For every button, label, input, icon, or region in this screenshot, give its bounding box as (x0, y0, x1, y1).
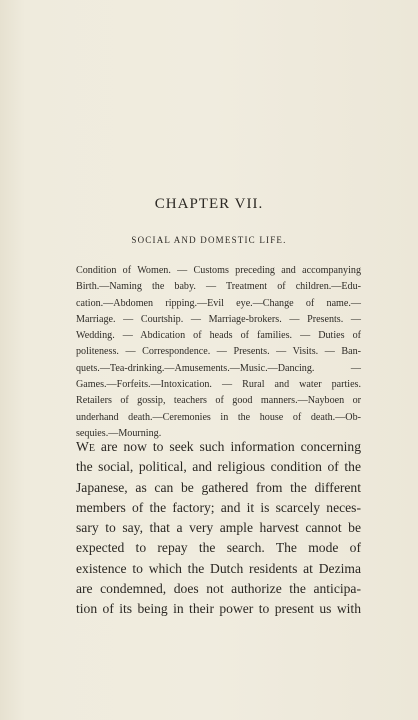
summary-line: Condition of Women. — Customs preceding and accompanying (76, 265, 361, 276)
chapter-summary (76, 263, 361, 442)
body-line: existence to which the Dutch residents at Dezima (76, 560, 361, 576)
summary-line: Games.—Forfeits.—Intoxication. — Rural and water parties. (76, 379, 361, 391)
body-first-word: We (76, 439, 95, 454)
body-line: tion of its being in their power to present us with (76, 601, 361, 617)
body-line: the social, political, and religious condition of the (76, 459, 361, 475)
summary-line: politeness. — Correspondence. — Presents. — Visits. — Ban- (76, 346, 361, 358)
body-line: are condemned, does not authorize the anticipa- (76, 581, 361, 597)
body-line-first (76, 437, 361, 457)
summary-line: Wedding. — Abdication of heads of families. — Duties of (76, 330, 361, 342)
summary-line: underhand death.—Ceremonies in the house of death.—Ob- (76, 411, 361, 423)
body-line: expected to repay the search. The mode of (76, 540, 361, 556)
body-first-line-rest: are now to seek such information concerning (94, 439, 361, 454)
summary-line: Marriage. — Courtship. — Marriage-brokers. — Presents. — (76, 313, 361, 325)
summary-line: Retailers of gossip, teachers of good manners.—Nayboen or (76, 395, 361, 407)
body-paragraph (76, 437, 361, 620)
chapter-title: CHAPTER VII. (154, 196, 264, 212)
summary-line: sequies.—Mourning. (76, 427, 162, 439)
summary-line: Birth.—Naming the baby. — Treatment of children.—Edu- (76, 281, 361, 293)
chapter-subtitle: SOCIAL AND DOMESTIC LIFE. (131, 235, 287, 245)
body-line: members of the factory; and it is scarcely neces- (76, 499, 361, 515)
body-line: sary to say, that a very ample harvest cannot be (76, 520, 361, 536)
summary-line: quets.—Tea-drinking.—Amusements.—Music.—Dancing. — (76, 362, 361, 374)
summary-line: cation.—Abdomen ripping.—Evil eye.—Change of name.— (76, 297, 361, 309)
body-line: Japanese, as can be gathered from the different (76, 479, 361, 495)
